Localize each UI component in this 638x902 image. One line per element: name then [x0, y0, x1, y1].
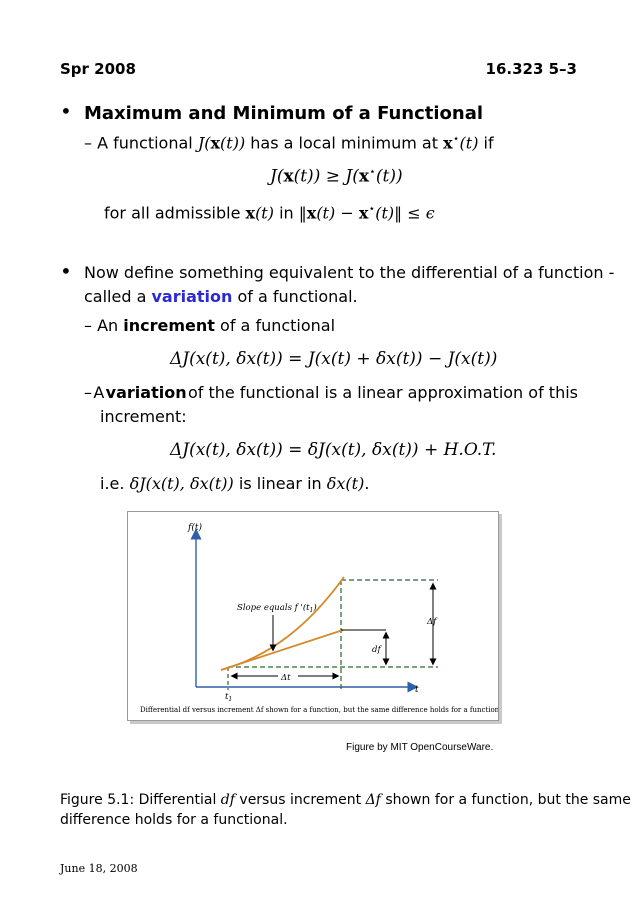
section-title: Maximum and Minimum of a Functional — [84, 103, 484, 124]
variation-intro-line2: called a variation of a functional. — [84, 287, 358, 306]
equation-minimum: J(x(t)) ≥ J(x⋆(t)) — [270, 165, 403, 187]
delta-t-label: Δt — [281, 673, 291, 683]
bullet-1: • — [60, 99, 72, 123]
variation-definition-line: – A variation of the functional is a linear approximation of this — [84, 383, 578, 402]
function-curve — [221, 577, 344, 670]
functional-definition-line: – A functional J(x(t)) has a local minimum at x⋆(t) if — [84, 132, 494, 153]
variation-keyword: variation — [151, 287, 233, 306]
slope-label: Slope equals f '$(t_1)$ — [237, 603, 317, 614]
figure-box — [127, 511, 499, 721]
bullet-2: • — [60, 259, 72, 283]
df-label: df — [372, 645, 381, 655]
t1-label: $t_1$ — [225, 692, 233, 703]
admissible-line: for all admissible x(t) in ‖x(t) − x⋆(t)‖ ≤ ϵ — [104, 202, 435, 223]
header-right: 16.323 5–3 — [485, 60, 577, 78]
equation-variation: ΔJ(x(t), δx(t)) = δJ(x(t), δx(t)) + H.O.T. — [170, 440, 497, 460]
figure-credit: Figure by MIT OpenCourseWare. — [346, 742, 494, 753]
footer-date: June 18, 2008 — [60, 862, 138, 875]
x-axis-label: t — [415, 685, 419, 695]
increment-line: – An increment of a functional — [84, 316, 336, 335]
header-left: Spr 2008 — [60, 60, 136, 78]
tangent-line — [221, 630, 343, 670]
variation-definition-line2: increment: — [100, 407, 187, 426]
y-axis-label: f(t) — [188, 523, 202, 533]
figure-caption-line2: difference holds for a functional. — [60, 812, 288, 828]
equation-increment: ΔJ(x(t), δx(t)) = J(x(t) + δx(t)) − J(x(t)) — [170, 349, 498, 369]
variation-intro-line1: Now define something equivalent to the differential of a function - — [84, 263, 615, 282]
linear-statement: i.e. δJ(x(t), δx(t)) is linear in δx(t). — [100, 474, 370, 493]
figure-caption-line1: Figure 5.1: Differential df versus increment Δf shown for a function, but the same — [60, 792, 631, 808]
differential-diagram — [128, 512, 498, 720]
delta-f-label: Δf — [427, 617, 437, 627]
figure-inner-caption: Differential df versus increment Δf shown for a function, but the same difference holds for a functional. — [140, 706, 498, 714]
